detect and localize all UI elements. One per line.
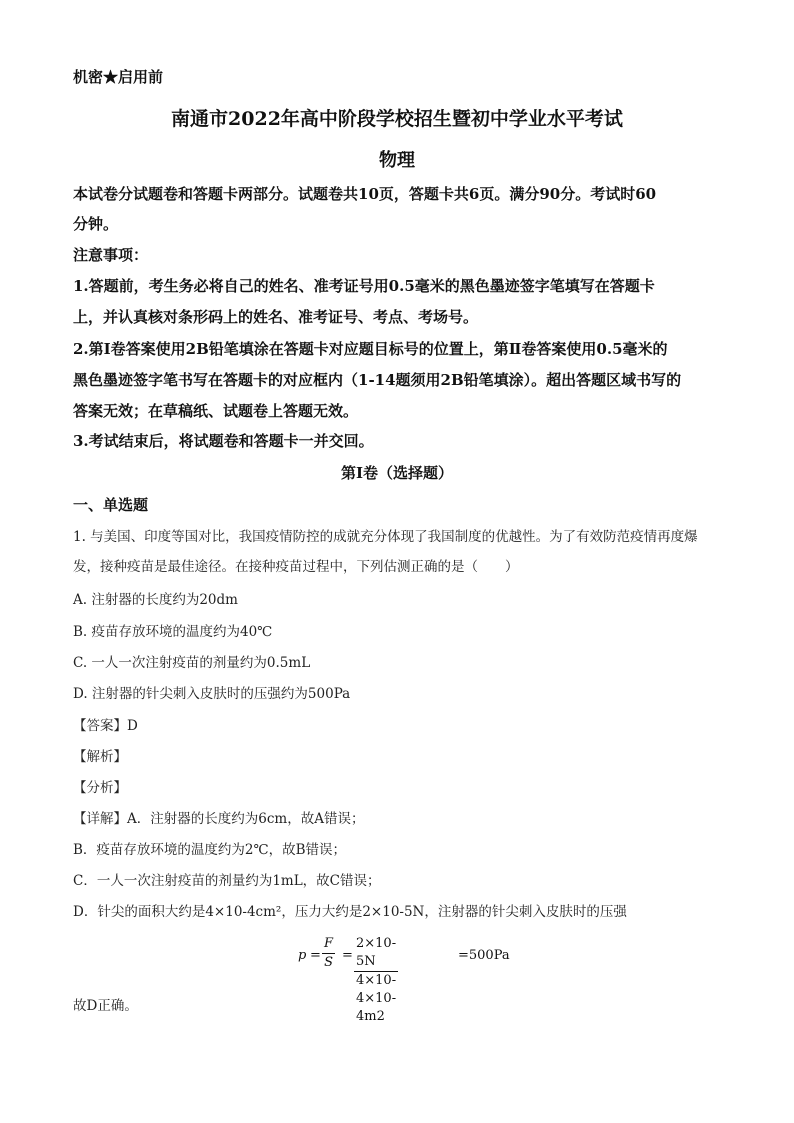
option-c: C. 一人一次注射疫苗的剂量约为0.5mL xyxy=(73,655,311,671)
notes-heading: 注意事项： xyxy=(73,246,149,264)
formula-eq-1: = xyxy=(310,948,321,963)
formula-s: S xyxy=(324,955,333,970)
formula-denominator: 4×10-4×10-4m2 xyxy=(356,973,397,1024)
answer-label: 【答案】D xyxy=(73,718,138,734)
confidential-label: 机密★启用前 xyxy=(73,68,164,86)
option-a: A. 注射器的长度约为20dm xyxy=(73,592,238,608)
note-line: 上，并认真核对条形码上的姓名、准考证号、考点、考场号。 xyxy=(73,308,479,326)
note-line: 1.答题前，考生务必将自己的姓名、准考证号用0.5毫米的黑色墨迹签字笔填写在答题卡 xyxy=(73,277,655,295)
intro-line-1: 本试卷分试题卷和答题卡两部分。试题卷共10页，答题卡共6页。满分90分。考试时60 xyxy=(73,185,657,203)
option-b: B. 疫苗存放环境的温度约为40℃ xyxy=(73,624,273,640)
subject-title: 物理 xyxy=(379,150,415,171)
formula-numerator: 2×10-5N xyxy=(356,936,397,969)
formula-f: F xyxy=(324,936,334,951)
analysis-label: 【解析】 xyxy=(73,749,127,765)
note-line: 黑色墨迹签字笔书写在答题卡的对应框内（1-14题须用2B铅笔填涂）。超出答题区域书写的 xyxy=(73,371,682,389)
option-d: D. 注射器的针尖刺入皮肤时的压强约为500Pa xyxy=(73,686,351,702)
section-title: 第I卷（选择题） xyxy=(340,464,454,482)
formula-fraction-fs xyxy=(322,935,335,972)
formula-eq-2: = xyxy=(342,948,353,963)
formula-result: =500Pa xyxy=(458,948,510,963)
note-line: 2.第I卷答案使用2B铅笔填涂在答题卡对应题目标号的位置上，第Ⅱ卷答案使用0.5毫米的 xyxy=(73,340,668,358)
part-heading: 一、单选题 xyxy=(73,496,149,514)
formula-p: p xyxy=(298,948,307,963)
detail-line: D．针尖的面积大约是4×10-4cm²，压力大约是2×10-5N，注射器的针尖刺入皮肤时的压强 xyxy=(73,904,627,920)
intro-line-2: 分钟。 xyxy=(73,215,119,233)
detail-line: B．疫苗存放环境的温度约为2℃，故B错误； xyxy=(73,842,347,858)
detail-line: C．一人一次注射疫苗的剂量约为1mL，故C错误； xyxy=(73,873,381,889)
note-line: 答案无效；在草稿纸、试题卷上答题无效。 xyxy=(73,402,359,420)
detail-line: 【详解】A．注射器的长度约为6cm，故A错误； xyxy=(73,811,365,827)
formula-fraction-values xyxy=(354,935,398,1026)
question-stem-line-1: 1. 与美国、印度等国对比，我国疫情防控的成就充分体现了我国制度的优越性。为了有效防范疫情再度爆 xyxy=(73,529,698,545)
note-line: 3.考试结束后，将试题卷和答题卡一并交回。 xyxy=(73,432,374,450)
fenxi-label: 【分析】 xyxy=(73,780,127,796)
conclusion-line: 故D正确。 xyxy=(73,998,138,1014)
question-stem-line-2: 发，接种疫苗是最佳途径。在接种疫苗过程中，下列估测正确的是（ ） xyxy=(73,559,519,575)
exam-title: 南通市2022年高中阶段学校招生暨初中学业水平考试 xyxy=(171,108,623,130)
